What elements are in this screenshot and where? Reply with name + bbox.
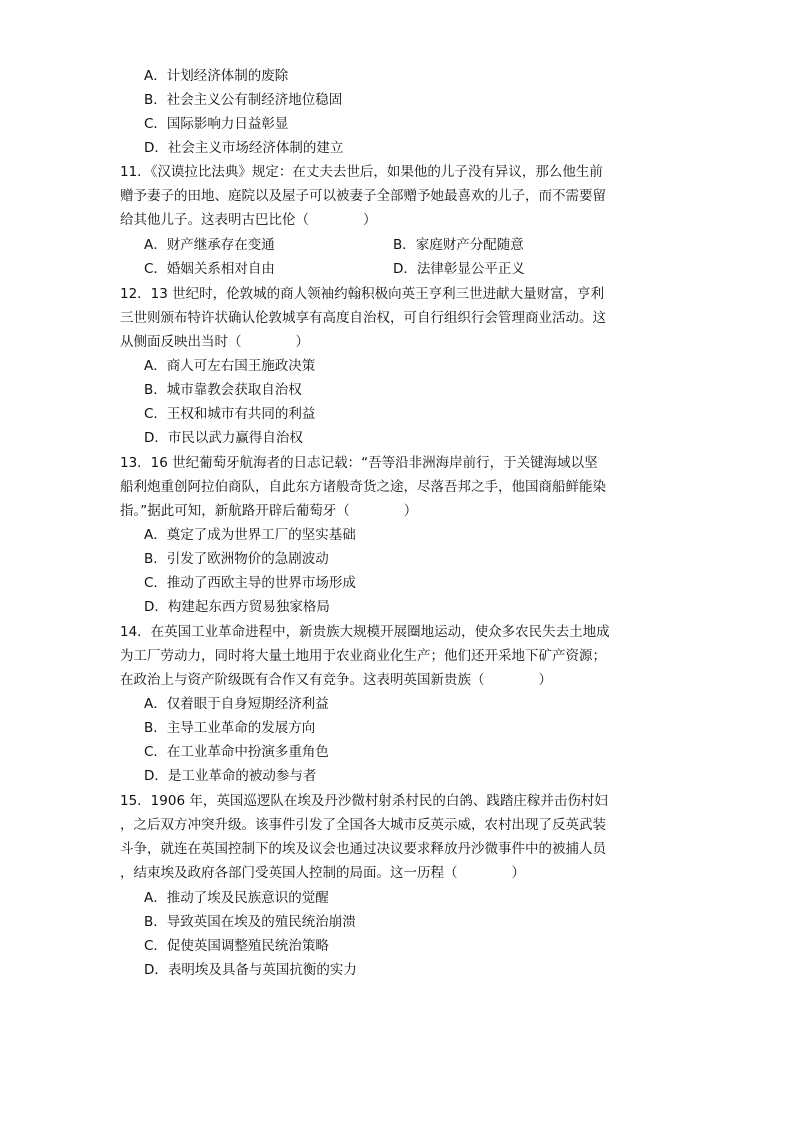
- q13-option-c: C．推动了西欧主导的世界市场形成: [144, 575, 356, 591]
- q13-option-a: A．奠定了成为世界工厂的坚实基础: [144, 527, 356, 543]
- q10-option-d: D．社会主义市场经济体制的建立: [144, 140, 344, 156]
- q11-stem-line-1: 11．《汉谟拉比法典》规定：在丈夫去世后，如果他的儿子没有异议，那么他生前: [120, 164, 603, 180]
- q12-option-c: C．王权和城市有共同的利益: [144, 406, 316, 422]
- q15-option-c: C．促使英国调整殖民统治策略: [144, 938, 329, 954]
- q14-option-a: A．仅着眼于自身短期经济利益: [144, 696, 329, 712]
- q15-stem-line-3: 斗争，就连在英国控制下的埃及议会也通过决议要求释放丹沙微事件中的被捕人员: [120, 841, 606, 857]
- q11-option-c: C．婚姻关系相对自由: [144, 261, 275, 277]
- q15-option-a: A．推动了埃及民族意识的觉醒: [144, 890, 329, 906]
- q13-option-b: B．引发了欧洲物价的急剧波动: [144, 551, 329, 567]
- q14-option-b: B．主导工业革命的发展方向: [144, 720, 316, 736]
- q15-stem-line-4: ，结束埃及政府各部门受英国人控制的局面。这一历程（ ）: [120, 865, 525, 881]
- q10-option-b: B．社会主义公有制经济地位稳固: [144, 92, 343, 108]
- q15-stem-line-2: ，之后双方冲突升级。该事件引发了全国各大城市反英示威，农村出现了反英武装: [120, 817, 606, 833]
- q13-stem-line-2: 船利炮重创阿拉伯商队，自此东方诸般奇货之途，尽落吾邦之手，他国商船鲜能染: [120, 479, 606, 495]
- q10-option-a: A．计划经济体制的废除: [144, 68, 289, 84]
- q11-option-a: A．财产继承存在变通: [144, 237, 275, 253]
- q10-option-c: C．国际影响力日益彰显: [144, 116, 289, 132]
- q11-stem-line-2: 赠予妻子的田地、庭院以及屋子可以被妻子全部赠予她最喜欢的儿子，而不需要留: [120, 188, 606, 204]
- q15-stem-line-1: 15．1906 年，英国巡逻队在埃及丹沙微村射杀村民的白鸽、践踏庄稼并击伤村妇: [120, 793, 608, 809]
- q11-stem-line-3: 给其他儿子。这表明古巴比伦（ ）: [120, 212, 377, 228]
- q14-stem-line-2: 为工厂劳动力，同时将大量土地用于农业商业化生产；他们还开采地下矿产资源；: [120, 648, 606, 664]
- q13-stem-line-1: 13．16 世纪葡萄牙航海者的日志记载：“吾等沿非洲海岸前行，于关键海域以坚: [120, 455, 598, 471]
- q14-stem-line-1: 14．在英国工业革命进程中，新贵族大规模开展圈地运动，使众多农民失去土地成: [120, 624, 610, 640]
- q12-stem-line-3: 从侧面反映出当时（ ）: [120, 334, 309, 350]
- q12-option-b: B．城市靠教会获取自治权: [144, 382, 302, 398]
- q12-option-a: A．商人可左右国王施政决策: [144, 358, 316, 374]
- q11-option-d: D．法律彰显公平正义: [393, 261, 525, 277]
- q14-option-d: D．是工业革命的被动参与者: [144, 768, 317, 784]
- q13-stem-line-3: 指。”据此可知，新航路开辟后葡萄牙（ ）: [120, 503, 418, 519]
- q15-option-d: D．表明埃及具备与英国抗衡的实力: [144, 962, 357, 978]
- q11-option-b: B．家庭财产分配随意: [393, 237, 524, 253]
- q15-option-b: B．导致英国在埃及的殖民统治崩溃: [144, 914, 356, 930]
- q13-option-d: D．构建起东西方贸易独家格局: [144, 599, 330, 615]
- q14-stem-line-3: 在政治上与资产阶级既有合作又有竞争。这表明英国新贵族（ ）: [120, 672, 552, 688]
- q14-option-c: C．在工业革命中扮演多重角色: [144, 744, 329, 760]
- q12-stem-line-2: 三世则颁布特许状确认伦敦城享有高度自治权，可自行组织行会管理商业活动。这: [120, 310, 606, 326]
- q12-stem-line-1: 12．13 世纪时，伦敦城的商人领袖约翰积极向英王亨利三世进献大量财富，亨利: [120, 286, 605, 302]
- q12-option-d: D．市民以武力赢得自治权: [144, 430, 303, 446]
